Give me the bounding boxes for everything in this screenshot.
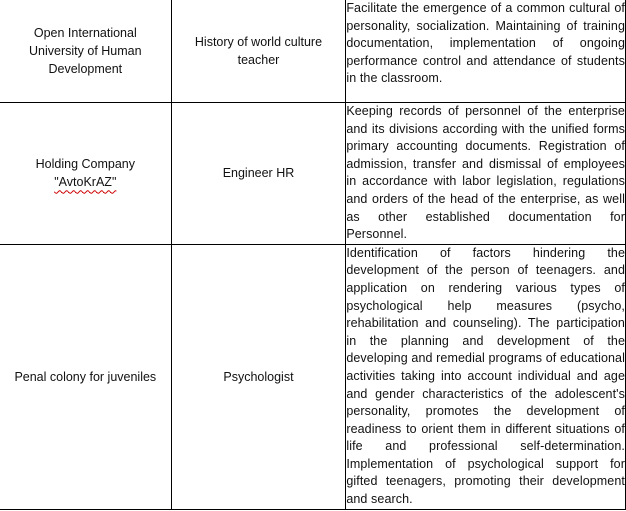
table-row <box>0 244 626 509</box>
table-row <box>0 0 626 103</box>
position-cell <box>171 103 346 245</box>
organization-cell <box>0 103 171 245</box>
duties-cell <box>346 244 626 509</box>
position-title: History of world culture teacher <box>194 35 323 67</box>
duties-cell <box>346 103 626 245</box>
organization-prefix: Holding Company <box>35 157 135 172</box>
organization-cell <box>0 244 171 509</box>
position-title: Engineer HR <box>222 166 295 181</box>
organization-name: Penal colony for juveniles <box>14 369 157 384</box>
duties-text: Keeping records of personnel of the enterprise and its divisions according with the unified forms primary accounting documents. Registration of admission, transfer and dismissal of employees in accordance with labor legislation, regulations and orders of the head of the enterprise, as well as other established documentation for Personnel. <box>346 104 625 242</box>
table-row <box>0 103 626 245</box>
organization-cell <box>0 0 171 103</box>
duties-cell <box>346 0 626 103</box>
position-title: Psychologist <box>223 369 294 384</box>
position-cell <box>171 0 346 103</box>
organization-name <box>36 155 135 191</box>
organization-brand: "AvtoKrAZ" <box>54 175 117 190</box>
organization-name: Open International University of Human Development <box>29 26 142 76</box>
duties-text: Identification of factors hindering the development of the person of teenagers. and application on rendering various types of psychological help measures (psycho, rehabilitation and counseling). The participation in the planning and development of the developing and remedial programs of educational activities taking into account individual and age and gender characteristics of the adolescent's personality, promotes the development of readiness to orient them in different situations of life and professional self-determination. Implementation of psychological support for gifted teenagers, promoting their development and search. <box>346 245 625 507</box>
position-cell <box>171 244 346 509</box>
duties-text: Facilitate the emergence of a common cultural of personality, socialization. Maintaining of training documentation, implementation of ongoing performance control and attendance of students in the classroom. <box>346 1 625 86</box>
